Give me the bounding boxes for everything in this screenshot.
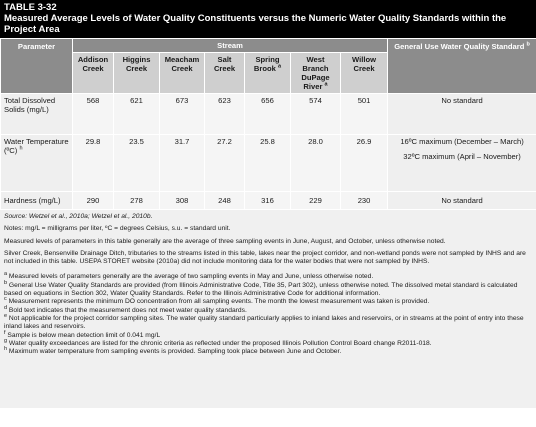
value-cell: 28.0 — [291, 135, 341, 192]
stream-name: Willow Creek — [352, 55, 377, 73]
stream-header: Stream — [73, 39, 388, 53]
table-notes — [0, 210, 536, 408]
standard-header-sup: b — [526, 41, 530, 48]
table-title — [0, 0, 536, 38]
footnote-mark: c — [4, 296, 7, 303]
footnote-h — [4, 345, 532, 356]
water-quality-table — [0, 38, 536, 210]
value-cell: 230 — [341, 192, 388, 210]
stream-sup: a — [324, 81, 328, 88]
footnote-mark: g — [4, 337, 8, 344]
value-cell: 229 — [291, 192, 341, 210]
parameter-header: Parameter — [1, 39, 73, 94]
measured-note: Measured levels of parameters in this table generally are the average of three sampling events in June, August, and October, unless otherwise noted. — [4, 237, 446, 245]
standard-cell: No standard — [388, 192, 536, 210]
standard-header — [388, 39, 536, 94]
value-cell: 290 — [73, 192, 114, 210]
value-cell: 623 — [205, 94, 245, 135]
stream-name: Addison Creek — [77, 55, 109, 73]
footnote-text: Not applicable for the project corridor sampling sites. The water quality standard particularly applies to inland lakes and reservoirs, or in streams at the point of entry into these inland lakes and reservoirs. — [4, 314, 524, 331]
value-cell: 278 — [114, 192, 160, 210]
stream-col-meacham — [160, 53, 205, 94]
footnote-mark: h — [4, 345, 8, 352]
stream-col-west-branch — [291, 53, 341, 94]
parameter-cell — [1, 192, 73, 210]
value-cell: 23.5 — [114, 135, 160, 192]
stream-name: Meacham Creek — [164, 55, 200, 73]
table-number: TABLE 3-32 — [4, 2, 57, 13]
standard-cell: No standard — [388, 94, 536, 135]
footnote-text: Maximum water temperature from sampling events is provided. Sampling took place between June and October. — [8, 348, 342, 356]
stream-col-willow — [341, 53, 388, 94]
footnote-mark: e — [4, 312, 8, 319]
footnote-text: Sample is below mean detection limit of 0.041 mg/L — [7, 331, 161, 339]
footnote-mark: b — [4, 279, 8, 286]
footnote-text: Bold text indicates that the measurement does not meet water quality standards. — [8, 306, 247, 314]
table-caption: Measured Average Levels of Water Quality Constituents versus the Numeric Water Quality Standards within the Project Area — [4, 13, 507, 35]
footnote-d — [4, 304, 532, 315]
stream-col-addison — [73, 53, 114, 94]
footnote-a — [4, 273, 532, 281]
standard-line: 32ºC maximum (April – November) — [403, 152, 521, 161]
stream-name: West Branch DuPage River — [301, 55, 330, 91]
value-cell: 26.9 — [341, 135, 388, 192]
footnote-text: Measurement represents the minimum DO concentration from all sampling events. The month the lowest measurement was taken is provided. — [8, 298, 430, 306]
footnote-f — [4, 329, 532, 340]
header-row-1 — [1, 39, 536, 53]
value-cell: 656 — [245, 94, 291, 135]
standard-line: 16ºC maximum (December – March) — [400, 137, 524, 146]
stream-col-spring-brook — [245, 53, 291, 94]
table-row — [1, 192, 536, 210]
footnote-text: Measured levels of parameters generally are the average of two sampling events in May and June, unless otherwise noted. — [8, 273, 374, 281]
footnote-b — [4, 279, 532, 299]
value-cell: 29.8 — [73, 135, 114, 192]
value-cell: 248 — [205, 192, 245, 210]
value-cell: 568 — [73, 94, 114, 135]
parameter-cell — [1, 135, 73, 192]
footnote-g — [4, 337, 532, 348]
source-note: Source: Wetzel et al., 2010a; Wetzel et al., 2010b. — [4, 213, 153, 220]
stream-name: Higgins Creek — [122, 55, 151, 73]
footnote-c — [4, 298, 532, 306]
value-cell: 673 — [160, 94, 205, 135]
standard-cell — [388, 135, 536, 192]
parameter-label: Total Dissolved Solids (mg/L) — [4, 96, 56, 114]
value-cell: 316 — [245, 192, 291, 210]
footnote-mark: f — [4, 329, 6, 336]
parameter-label: Hardness (mg/L) — [4, 196, 61, 205]
value-cell: 25.8 — [245, 135, 291, 192]
footnote-text: General Use Water Quality Standards are provided (from Illinois Administrative Code, Title 35, Part 302), unless otherwise noted. The dissolved metal standard is calculated based on equations in Section 302, Water Quality Standards. Refer to the Illinois Administrative Code for additional information. — [4, 281, 518, 298]
parameter-label: Water Temperature (ºC) — [4, 137, 69, 155]
stream-name: Spring Brook — [253, 55, 280, 73]
silver-creek-note: Silver Creek, Bensenville Drainage Ditch, tributaries to the streams listed in this table, lakes near the project corridor, and non-wetland ponds were not sampled by INHS and are not included in this table. USEPA STORET website (2010a) did not include monitoring data for the water bodies that were not sampled by INHS. — [4, 249, 526, 266]
table-row — [1, 94, 536, 135]
abbreviation-note: Notes: mg/L = milligrams per liter, ºC = degrees Celsius, s.u. = standard unit. — [4, 225, 231, 233]
value-cell: 501 — [341, 94, 388, 135]
standard-header-label: General Use Water Quality Standard — [394, 42, 525, 51]
footnote-mark: a — [4, 271, 8, 278]
stream-name: Salt Creek — [213, 55, 236, 73]
value-cell: 574 — [291, 94, 341, 135]
footnote-text: Water quality exceedances are listed for the chronic criteria as reflected under the proposed Illinois Pollution Control Board change R2011-018. — [8, 339, 432, 347]
footnote-mark: d — [4, 304, 8, 311]
parameter-sup: h — [19, 145, 23, 152]
stream-col-higgins — [114, 53, 160, 94]
parameter-cell — [1, 94, 73, 135]
table-row — [1, 135, 536, 192]
value-cell: 308 — [160, 192, 205, 210]
value-cell: 31.7 — [160, 135, 205, 192]
stream-col-salt — [205, 53, 245, 94]
value-cell: 27.2 — [205, 135, 245, 192]
stream-sup: a — [278, 63, 282, 70]
value-cell: 621 — [114, 94, 160, 135]
footnote-e — [4, 312, 532, 332]
